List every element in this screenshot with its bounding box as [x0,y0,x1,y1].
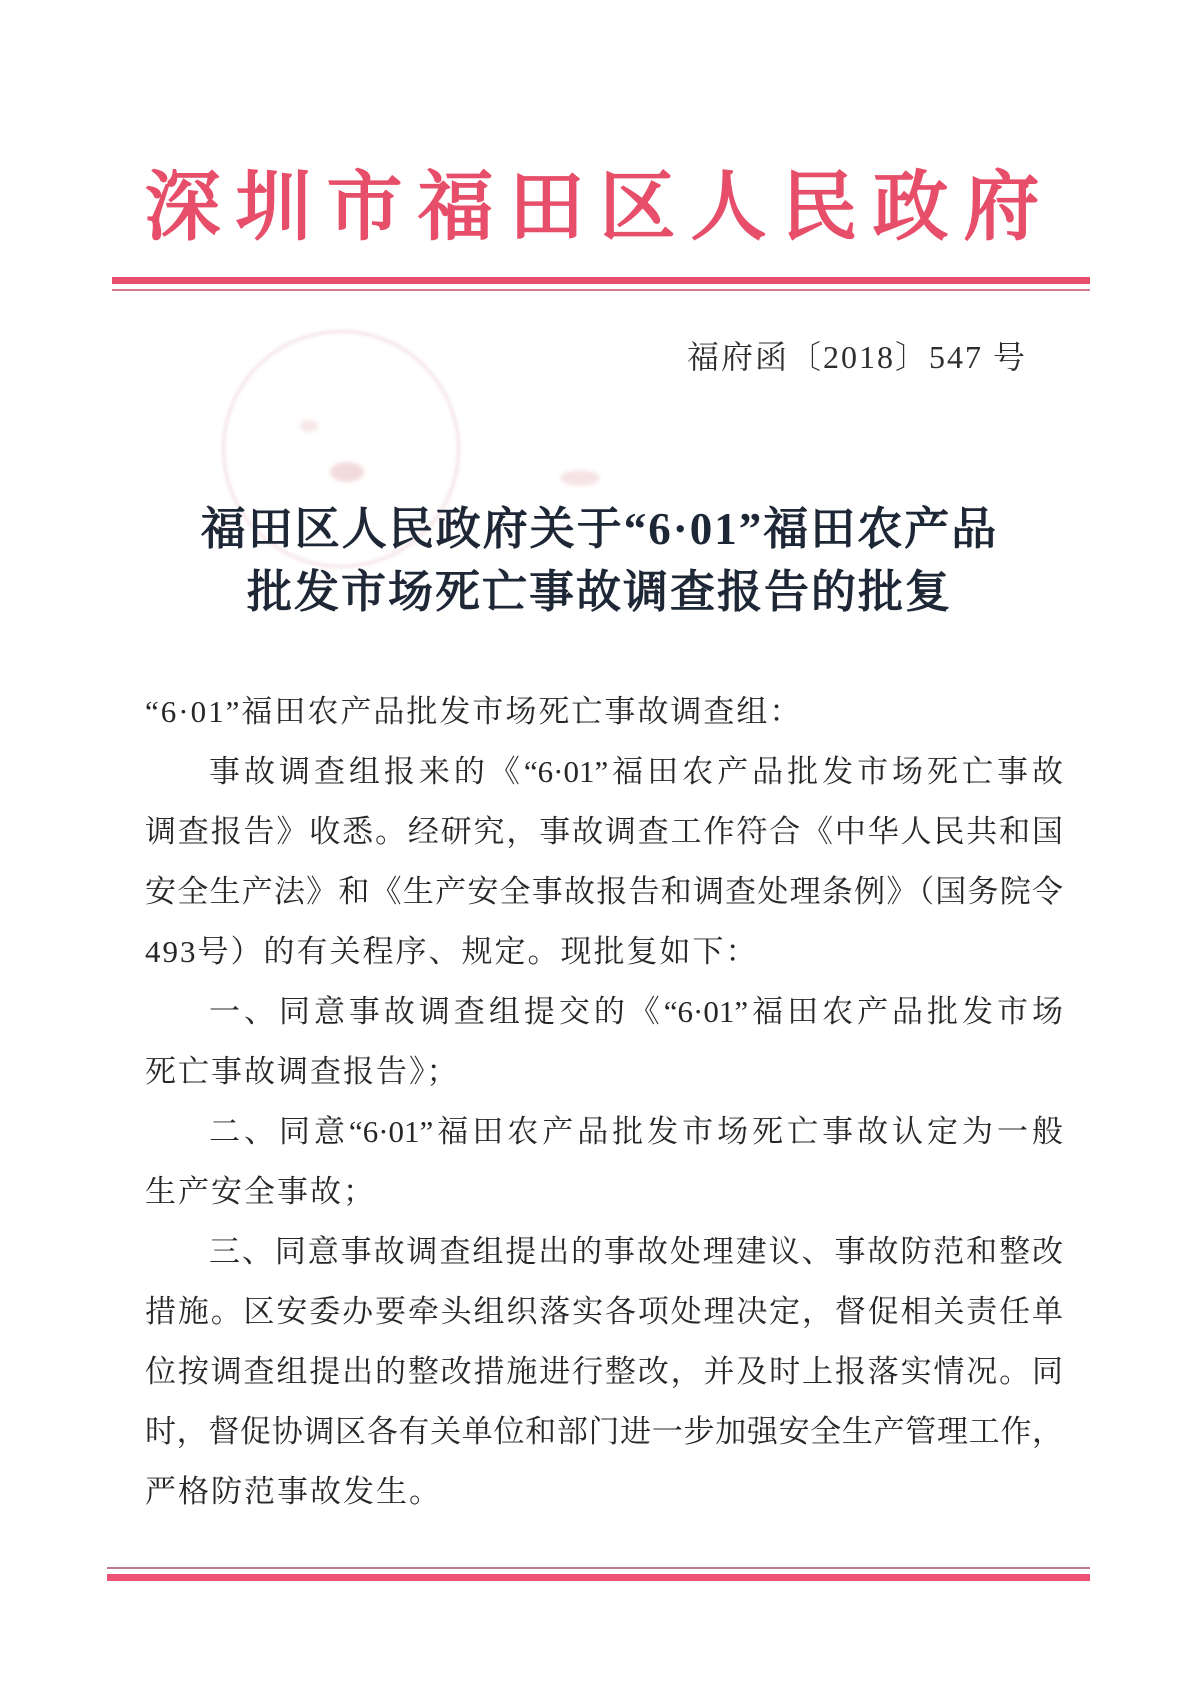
letterhead-rule-thin [112,289,1090,291]
seal-ink-speck [300,420,318,432]
footer-rule-thin [107,1567,1090,1569]
document-body [145,682,1063,1522]
seal-ink-speck [560,470,600,486]
body-line-item-2: 二、同意“6·01”福田农产品批发市场死亡事故认定为一般 [209,1114,1063,1149]
body-line: 时，督促协调区各有关单位和部门进一步加强安全生产管理工作， [145,1414,1063,1449]
agency-letterhead-title: 深圳市福田区人民政府 [144,166,1055,250]
body-line: 生产安全事故； [145,1174,376,1209]
body-line: 事故调查组报来的《“6·01”福田农产品批发市场死亡事故 [209,754,1063,789]
body-line: 493号）的有关程序、规定。现批复如下： [145,934,759,969]
document-title-line-1: 福田区人民政府关于“6·01”福田农产品 [200,504,999,554]
body-line-item-3: 三、同意事故调查组提出的事故处理建议、事故防范和整改 [209,1234,1063,1269]
body-line-item-1: 一、同意事故调查组提交的《“6·01”福田农产品批发市场 [209,994,1063,1029]
document-title [0,498,1199,624]
footer-rule-thick [107,1574,1090,1581]
body-line: 安全生产法》和《生产安全事故报告和调查处理条例》（国务院令 [145,874,1063,909]
seal-ink-speck [330,462,364,482]
body-line: 死亡事故调查报告》； [145,1054,460,1089]
document-title-line-2: 批发市场死亡事故调查报告的批复 [246,567,952,617]
body-line: 措施。区安委办要牵头组织落实各项处理决定，督促相关责任单 [145,1294,1063,1329]
body-line: 严格防范事故发生。 [145,1474,442,1509]
salutation-line: “6·01”福田农产品批发市场死亡事故调查组： [145,694,803,729]
body-line: 位按调查组提出的整改措施进行整改，并及时上报落实情况。同 [145,1354,1063,1389]
body-line: 调查报告》收悉。经研究，事故调查工作符合《中华人民共和国 [145,814,1063,849]
letterhead-rule-thick [112,277,1090,284]
document-number: 福府函〔2018〕547 号 [686,339,1027,375]
